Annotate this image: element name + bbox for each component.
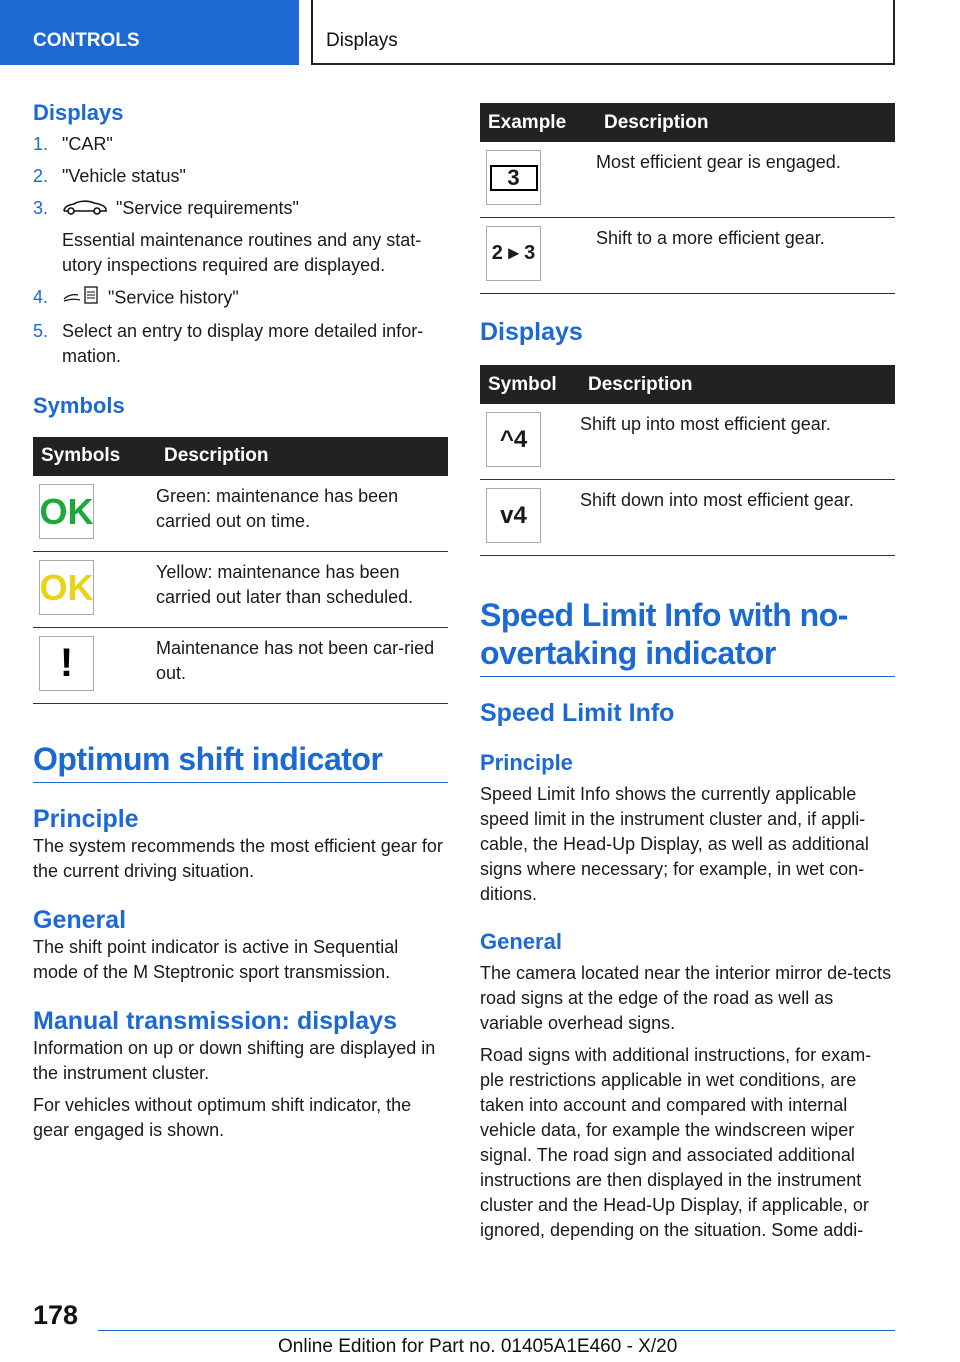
subsection-header xyxy=(311,0,895,65)
table-header: Description xyxy=(596,103,895,142)
general-text: The shift point indicator is active in Sequential mode of the M Steptronic sport transmission. xyxy=(33,936,399,982)
table-cell: Shift up into most efficient gear. xyxy=(580,404,895,480)
table-cell: Yellow: maintenance has been carried out later than scheduled. xyxy=(156,551,448,627)
list-item xyxy=(33,285,448,312)
principle-heading: Principle xyxy=(33,804,139,833)
service-history-icon xyxy=(62,285,100,312)
shift-down-icon: v4 xyxy=(486,488,541,543)
list-number: 3. xyxy=(33,198,49,218)
list-item xyxy=(33,164,448,189)
edition-text: Online Edition for Part no. 01405A1E460 - X/20 xyxy=(278,1336,678,1357)
manual-heading: Manual transmission: displays xyxy=(33,1006,397,1035)
speed-limit-subtitle: Speed Limit Info xyxy=(480,699,675,727)
symbol-table xyxy=(480,365,895,556)
list-text: "Service history" xyxy=(108,287,239,307)
list-number: 5. xyxy=(33,320,49,341)
displays-list xyxy=(33,132,448,369)
ok-yellow-icon: OK xyxy=(39,560,94,615)
manual-text: Information on up or down shifting are displayed in the instrument cluster. xyxy=(33,1037,436,1083)
table-row xyxy=(480,480,895,556)
car-icon xyxy=(62,197,108,222)
list-item xyxy=(33,132,448,157)
table-row xyxy=(480,218,895,294)
table-header: Symbol xyxy=(480,365,580,404)
principle-heading: Principle xyxy=(480,750,573,775)
table-row xyxy=(480,404,895,480)
list-number: 4. xyxy=(33,286,49,307)
list-text: "Service requirements" xyxy=(116,198,299,218)
list-text: Select an entry to display more detailed infor-mation. xyxy=(62,320,424,366)
optimum-shift-title: Optimum shift indicator xyxy=(33,740,448,783)
ok-green-icon: OK xyxy=(39,484,94,539)
example-table xyxy=(480,103,895,294)
table-row xyxy=(33,476,448,552)
list-number: 1. xyxy=(33,134,49,154)
principle-text: Speed Limit Info shows the currently applicable speed limit in the instrument cluster and, if appli-cable, the Head-Up Display, as well as additional signs where necessary; for example, in wet con-ditions. xyxy=(480,784,869,904)
section-title: CONTROLS xyxy=(33,30,140,51)
table-row xyxy=(33,627,448,703)
exclamation-icon: ! xyxy=(39,636,94,691)
table-row xyxy=(33,551,448,627)
general-heading: General xyxy=(33,905,127,934)
list-text: "CAR" xyxy=(62,134,113,154)
table-row xyxy=(480,142,895,218)
list-text: "Vehicle status" xyxy=(62,166,186,186)
table-header: Example xyxy=(480,103,596,142)
displays-heading: Displays xyxy=(33,100,124,125)
shift-up-icon: ^4 xyxy=(486,412,541,467)
page-number: 178 xyxy=(33,1300,79,1330)
displays-heading: Displays xyxy=(480,318,583,346)
table-header: Description xyxy=(580,365,895,404)
footer-divider xyxy=(98,1330,895,1331)
speed-limit-title: Speed Limit Info with no-overtaking indicator xyxy=(480,596,895,677)
table-header: Symbols xyxy=(33,437,156,476)
table-cell: Most efficient gear is engaged. xyxy=(596,142,895,218)
symbols-heading: Symbols xyxy=(33,392,125,418)
list-item xyxy=(33,196,448,278)
general-text: The camera located near the interior mirror de-tects road signs at the edge of the road as well as variable overhead signs. xyxy=(480,963,892,1033)
list-extra: Essential maintenance routines and any stat-utory inspections required are displayed. xyxy=(62,229,422,275)
list-number: 2. xyxy=(33,166,49,186)
table-cell: Green: maintenance has been carried out on time. xyxy=(156,476,448,552)
gear-3-icon: 3 xyxy=(486,150,541,205)
subsection-title: Displays xyxy=(326,30,398,51)
table-cell: Shift down into most efficient gear. xyxy=(580,480,895,556)
principle-text: The system recommends the most efficient gear for the current driving situation. xyxy=(33,835,443,881)
table-header: Description xyxy=(156,437,448,476)
right-column xyxy=(480,103,895,1243)
table-cell: Maintenance has not been car-ried out. xyxy=(156,627,448,703)
symbols-table xyxy=(33,437,448,704)
general-text: Road signs with additional instructions, for exam-ple restrictions applicable in wet conditions, are taken into account and compared with internal vehicle data, for example the windscreen wiper signal. The road sign and associated additional instructions are then displayed in the instrument cluster and the Head-Up Display, if applicable, or ignored, depending on the situation. Some addi- xyxy=(480,1045,872,1240)
section-tab xyxy=(0,0,299,65)
list-item xyxy=(33,319,448,369)
table-cell: Shift to a more efficient gear. xyxy=(596,218,895,294)
left-column xyxy=(33,100,448,1143)
general-heading: General xyxy=(480,929,562,954)
manual-text: For vehicles without optimum shift indicator, the gear engaged is shown. xyxy=(33,1094,412,1140)
gear-shift-2-to-3-icon: 2 ▸ 3 xyxy=(486,226,541,281)
